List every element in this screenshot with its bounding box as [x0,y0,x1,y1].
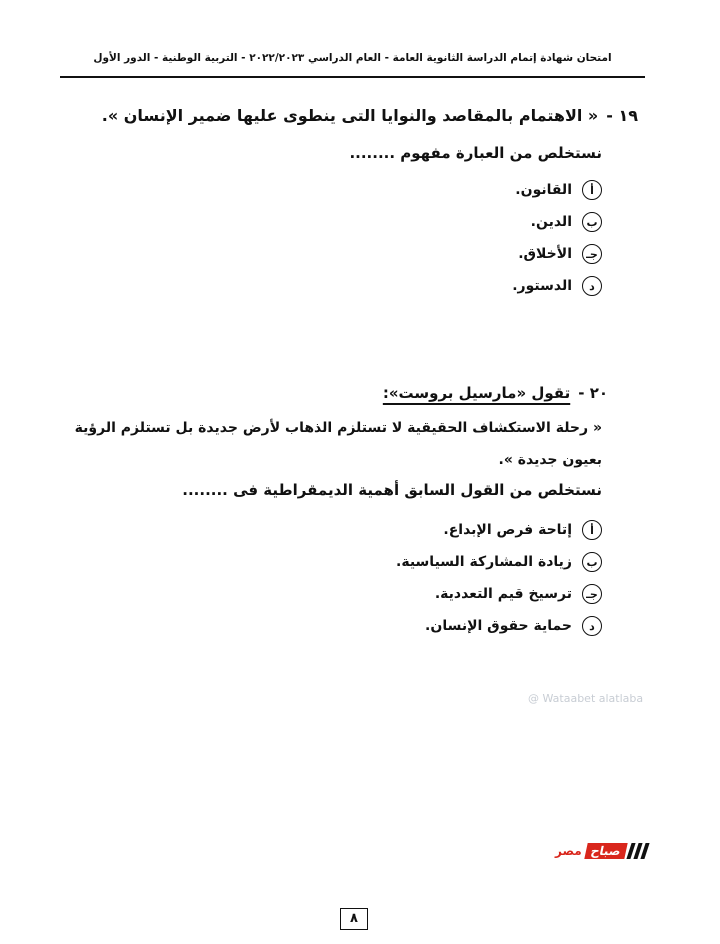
option-letter-circle: أ [582,180,602,200]
question-20-intro: تقول «مارسيل بروست»: [382,384,571,402]
option-letter-circle: جـ [582,244,602,264]
option-text: حماية حقوق الإنسان. [425,618,572,634]
question-19-statement-line [102,106,638,125]
question-20-intro-line [383,384,608,402]
question-19-statement: « الاهتمام بالمقاصد والنوايا التى ينطوى عليها ضمير الإنسان ». [101,106,599,125]
watermark-text: @ Wataabet alatlaba [528,692,644,705]
option-text: إتاحة فرص الإبداع. [443,522,572,538]
question-20-quote-line-2: بعيون جديدة ». [498,452,602,468]
option-letter-circle: د [582,616,602,636]
question-19-prompt: نستخلص من العبارة مفهوم ........ [349,144,602,162]
q20-option-c[interactable] [435,582,602,606]
option-text: الدين. [530,214,572,230]
q19-option-b[interactable] [531,210,602,234]
option-letter-circle: أ [582,520,602,540]
question-20-quote-line-1: « رحلة الاستكشاف الحقيقية لا تستلزم الذهاب لأرض جديدة بل تستلزم الرؤية [74,420,602,436]
option-text: ترسيخ قيم التعددية. [434,586,572,602]
logo-text-misr: مصر [555,844,582,858]
option-text: زيادة المشاركة السياسية. [396,554,572,570]
exam-header: امتحان شهادة إتمام الدراسة الثانوية العامة - العام الدراسي ٢٠٢٢/٢٠٢٣ - التربية الوطنية - الدور الأول [93,52,612,64]
option-letter-circle: جـ [582,584,602,604]
logo-stripes-icon [629,843,647,859]
option-letter-circle: ب [582,212,602,232]
header-divider [60,76,645,78]
option-text: القانون. [515,182,572,198]
option-letter-circle: د [582,276,602,296]
option-text: الأخلاق. [518,246,572,262]
q20-option-a[interactable] [443,518,602,542]
q20-option-d[interactable] [425,614,602,638]
logo-text-sabah: صباح [584,843,627,859]
q20-option-b[interactable] [396,550,602,574]
option-text: الدستور. [512,278,572,294]
page-number: ٨ [340,908,368,930]
q19-option-c[interactable] [518,242,602,266]
option-letter-circle: ب [582,552,602,572]
question-20-number: ٢٠ - [578,384,608,402]
question-19-number: ١٩ - [606,106,638,125]
question-20-prompt: نستخلص من القول السابق أهمية الديمقراطية فى ........ [182,481,602,499]
q19-option-d[interactable] [512,274,602,298]
site-logo [555,843,647,859]
q19-option-a[interactable] [515,178,602,202]
